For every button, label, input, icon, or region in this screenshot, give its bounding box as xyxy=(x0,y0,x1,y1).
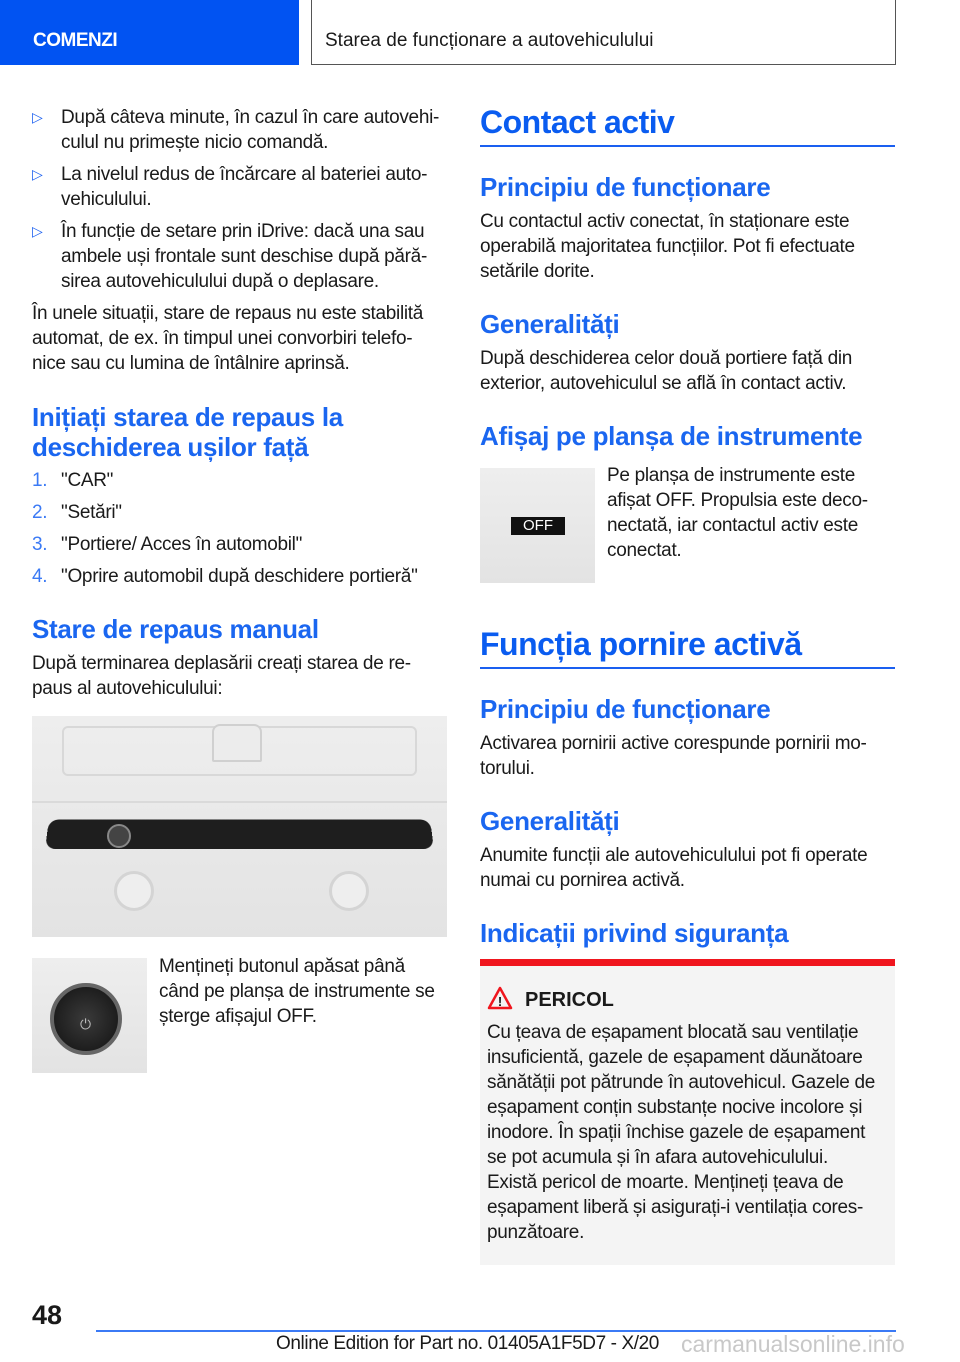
page-number: 48 xyxy=(32,1300,63,1330)
divider xyxy=(480,667,895,669)
text-line: Cu contactul activ conectat, în staționare este xyxy=(480,211,850,232)
step-text: "Setări" xyxy=(61,502,122,523)
danger-text xyxy=(487,1020,875,1245)
svg-text:!: ! xyxy=(497,994,503,1009)
heading-principiu: Principiu de funcționare xyxy=(480,172,771,202)
off-indicator: OFF xyxy=(511,517,565,535)
paragraph xyxy=(480,731,867,781)
paragraph xyxy=(480,843,867,893)
warning-triangle-icon xyxy=(487,986,513,1010)
paragraph xyxy=(32,301,452,376)
edition-text: Online Edition for Part no. 01405A1F5D7 - X/20 xyxy=(276,1333,659,1354)
step-item xyxy=(32,532,452,557)
danger-title: PERICOL xyxy=(525,989,614,1011)
text-line: eșapament conțin substanțe nocive incolore și xyxy=(487,1097,863,1118)
paragraph xyxy=(607,463,868,563)
paragraph xyxy=(480,209,855,284)
heading-contact-activ: Contact activ xyxy=(480,104,675,140)
text-line: când pe planșa de instrumente se xyxy=(159,981,435,1002)
text-line: numai cu pornirea activă. xyxy=(480,870,685,891)
text-line: ambele uși frontale sunt deschise după pără- xyxy=(61,246,427,267)
heading-afisaj: Afișaj pe planșa de instrumente xyxy=(480,421,863,451)
text-line: Există pericol de moarte. Mențineți țeava de xyxy=(487,1172,844,1193)
text-line: punzătoare. xyxy=(487,1222,585,1243)
paragraph xyxy=(480,346,852,396)
text-line: se pot acumula și în afara autovehiculului. xyxy=(487,1147,828,1168)
text-line: torului. xyxy=(480,758,535,779)
step-number: 4. xyxy=(32,566,48,587)
triangle-bullet-icon: ▷ xyxy=(32,109,43,125)
text-line: Anumite funcții ale autovehiculului pot fi operate xyxy=(480,845,868,866)
heading-init-standby: Inițiați starea de repaus la deschiderea ușilor față xyxy=(32,402,343,462)
list-item xyxy=(32,105,452,155)
text-line: Cu țeava de eșapament blocată sau ventilație xyxy=(487,1022,859,1043)
step-number: 1. xyxy=(32,470,48,491)
paragraph xyxy=(159,954,435,1029)
triangle-bullet-icon: ▷ xyxy=(32,223,43,239)
off-display-image xyxy=(480,468,595,583)
text-line: Pe planșa de instrumente este xyxy=(607,465,855,486)
step-text: "Portiere/ Acces în automobil" xyxy=(61,534,303,555)
step-text: "Oprire automobil după deschidere portieră" xyxy=(61,566,418,587)
text-line: După deschiderea celor două portiere față din xyxy=(480,348,853,369)
step-item xyxy=(32,468,452,493)
text-line: După câteva minute, în cazul în care autovehi- xyxy=(61,107,440,128)
text-line: operabilă majoritatea funcțiilor. Pot fi efectuate xyxy=(480,236,855,257)
heading-functia-pornire: Funcția pornire activă xyxy=(480,626,802,662)
list-item xyxy=(32,219,452,294)
text-line: insuficientă, gazele de eșapament dăunătoare xyxy=(487,1047,863,1068)
text-line: șterge afișajul OFF. xyxy=(159,1006,317,1027)
text-line: vehiculului. xyxy=(61,189,152,210)
step-text: "CAR" xyxy=(61,470,114,491)
text-line: eșapament liberă și asigurați-i ventilația cores- xyxy=(487,1197,864,1218)
section-tab: COMENZI xyxy=(0,0,299,65)
power-button-image xyxy=(32,958,147,1073)
text-line: nectată, iar contactul activ este xyxy=(607,515,858,536)
heading-principiu: Principiu de funcționare xyxy=(480,694,771,724)
text-line: sănătății pot pătrunde în autovehicul. Gazele de xyxy=(487,1072,876,1093)
danger-box xyxy=(480,959,895,1265)
power-icon: ⏻ xyxy=(80,1016,92,1032)
text-line: conectat. xyxy=(607,540,682,561)
text-line: inodore. În spații închise gazele de eșapament xyxy=(487,1122,866,1143)
heading-siguranta: Indicații privind siguranța xyxy=(480,918,789,948)
heading-generalitati: Generalități xyxy=(480,309,620,339)
text-line: În funcție de setare prin iDrive: dacă una sau xyxy=(61,221,425,242)
step-item xyxy=(32,564,452,589)
text-line: exterior, autovehiculul se află în contact activ. xyxy=(480,373,847,394)
triangle-bullet-icon: ▷ xyxy=(32,166,43,182)
divider xyxy=(480,145,895,147)
text-line: sirea autovehiculului după o deplasare. xyxy=(61,271,379,292)
heading-generalitati: Generalități xyxy=(480,806,620,836)
text-line: paus al autovehiculului: xyxy=(32,678,223,699)
steps-list xyxy=(32,468,452,589)
text-line: Activarea pornirii active corespunde pornirii mo- xyxy=(480,733,867,754)
text-line: culul nu primește nicio comandă. xyxy=(61,132,329,153)
text-line: În unele situații, stare de repaus nu este stabilită xyxy=(32,303,424,324)
heading-manual-standby: Stare de repaus manual xyxy=(32,614,319,644)
page-header-title: Starea de funcționare a autovehiculului xyxy=(311,0,896,65)
paragraph xyxy=(32,651,411,701)
text-line: nice sau cu lumina de întâlnire aprinsă. xyxy=(32,353,350,374)
step-number: 3. xyxy=(32,534,48,555)
text-line: Mențineți butonul apăsat până xyxy=(159,956,405,977)
text-line: setările dorite. xyxy=(480,261,595,282)
list-item xyxy=(32,162,452,212)
text-line: afișat OFF. Propulsia este deco- xyxy=(607,490,868,511)
text-line: La nivelul redus de încărcare al bateriei auto- xyxy=(61,164,428,185)
dashboard-image xyxy=(32,716,447,937)
step-number: 2. xyxy=(32,502,48,523)
step-item xyxy=(32,500,452,525)
bullet-list xyxy=(32,105,452,376)
watermark: carmanualsonline.info xyxy=(681,1331,905,1357)
text-line: automat, de ex. în timpul unei convorbiri telefo- xyxy=(32,328,413,349)
text-line: După terminarea deplasării creați starea de re- xyxy=(32,653,411,674)
